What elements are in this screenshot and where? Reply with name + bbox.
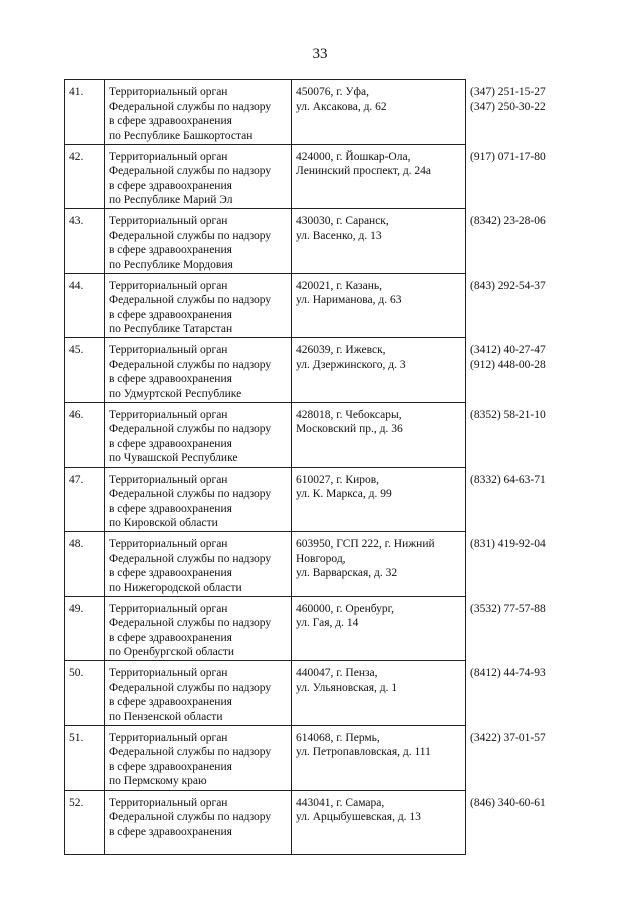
organization-line: Федеральной службы по надзору bbox=[109, 423, 272, 436]
table-row: 52. Территориальный орган Федеральной службы по надзору в сфере здравоохранения 443041, г. Самара, ул. Арцыбушевская, д. 13 (846) 340-60-61 bbox=[65, 790, 466, 855]
address-cell bbox=[292, 532, 466, 597]
organization-line: Территориальный орган bbox=[109, 215, 228, 228]
address-line: 440047, г. Пенза, bbox=[296, 667, 378, 680]
address-cell bbox=[292, 661, 466, 726]
organization-cell bbox=[105, 596, 292, 661]
address-line: 428018, г. Чебоксары, bbox=[296, 408, 402, 421]
organization-cell bbox=[105, 144, 292, 209]
row-number: 46. bbox=[65, 402, 105, 467]
organization-line: Федеральной службы по надзору bbox=[109, 358, 272, 371]
organization-line: по Кировской области bbox=[109, 517, 218, 530]
address-cell bbox=[292, 144, 466, 209]
address-line: ул. Васенко, д. 13 bbox=[296, 229, 382, 242]
organization-line: Территориальный орган bbox=[109, 731, 228, 744]
address-cell bbox=[292, 80, 466, 145]
table-row: 44. Территориальный орган Федеральной службы по надзору в сфере здравоохранения по Республике Татарстан 420021, г. Казань, ул. Нариманова, д. 63 (843) 292-54-37 bbox=[65, 273, 466, 338]
address-line: 420021, г. Казань, bbox=[296, 279, 382, 292]
address-line: ул. Дзержинского, д. 3 bbox=[296, 358, 406, 371]
organization-line: Федеральной службы по надзору bbox=[109, 746, 272, 759]
organization-line: Территориальный орган bbox=[109, 344, 228, 357]
table-row: 42. Территориальный орган Федеральной службы по надзору в сфере здравоохранения по Республике Марий Эл 424000, г. Йошкар-Ола, Ленинский проспект, д. 24а (917) 071-17-80 bbox=[65, 144, 466, 209]
organization-line: Федеральной службы по надзору bbox=[109, 100, 272, 113]
organization-line: в сфере здравоохранения bbox=[109, 308, 232, 321]
address-line: 443041, г. Самара, bbox=[296, 796, 385, 809]
address-line: 426039, г. Ижевск, bbox=[296, 344, 386, 357]
address-line: Новгород, bbox=[296, 552, 346, 565]
organization-cell bbox=[105, 790, 292, 855]
row-number: 51. bbox=[65, 725, 105, 790]
organization-line: Территориальный орган bbox=[109, 150, 228, 163]
row-number: 41. bbox=[65, 80, 105, 145]
organization-line: Федеральной службы по надзору bbox=[109, 617, 272, 630]
row-number: 50. bbox=[65, 661, 105, 726]
address-cell bbox=[292, 273, 466, 338]
address-line: 603950, ГСП 222, г. Нижний bbox=[296, 538, 435, 551]
organization-line: в сфере здравоохранения bbox=[109, 244, 232, 257]
address-cell bbox=[292, 467, 466, 532]
row-number: 45. bbox=[65, 338, 105, 403]
address-cell bbox=[292, 725, 466, 790]
table-row: 46. Территориальный орган Федеральной службы по надзору в сфере здравоохранения по Чувашской Республике 428018, г. Чебоксары, Московский пр., д. 36 (8352) 58-21-10 bbox=[65, 402, 466, 467]
territorial-bodies-table bbox=[64, 79, 546, 855]
organization-line: в сфере здравоохранения bbox=[109, 179, 232, 192]
address-line: 430030, г. Саранск, bbox=[296, 215, 389, 228]
organization-cell bbox=[105, 661, 292, 726]
organization-line: по Удмуртской Республике bbox=[109, 387, 242, 400]
address-line: ул. Нариманова, д. 63 bbox=[296, 294, 402, 307]
table-row: 43. Территориальный орган Федеральной службы по надзору в сфере здравоохранения по Республике Мордовия 430030, г. Саранск, ул. Васенко, д. 13 (8342) 23-28-06 bbox=[65, 209, 466, 274]
address-line: 614068, г. Пермь, bbox=[296, 731, 380, 744]
organization-line: в сфере здравоохранения bbox=[109, 696, 232, 709]
row-number: 47. bbox=[65, 467, 105, 532]
table-body bbox=[65, 80, 546, 855]
page-number: 33 bbox=[312, 46, 328, 62]
address-line: Московский пр., д. 36 bbox=[296, 423, 403, 436]
organization-line: Территориальный орган bbox=[109, 279, 228, 292]
address-line: 610027, г. Киров, bbox=[296, 473, 380, 486]
address-cell bbox=[292, 402, 466, 467]
row-number: 49. bbox=[65, 596, 105, 661]
address-line: 460000, г. Оренбург, bbox=[296, 602, 394, 615]
organization-cell bbox=[105, 532, 292, 597]
organization-line: Федеральной службы по надзору bbox=[109, 165, 272, 178]
address-line: ул. Петропавловская, д. 111 bbox=[296, 746, 431, 759]
organization-line: по Чувашской Республике bbox=[109, 452, 238, 465]
organization-line: в сфере здравоохранения bbox=[109, 631, 232, 644]
organization-line: Территориальный орган bbox=[109, 667, 228, 680]
organization-line: по Оренбургской области bbox=[109, 646, 235, 659]
address-cell bbox=[292, 209, 466, 274]
address-line: Ленинский проспект, д. 24а bbox=[296, 165, 432, 178]
organization-line: Федеральной службы по надзору bbox=[109, 294, 272, 307]
row-number: 43. bbox=[65, 209, 105, 274]
row-number: 52. bbox=[65, 790, 105, 855]
organization-line: Территориальный орган bbox=[109, 86, 228, 98]
organization-cell bbox=[105, 338, 292, 403]
organization-cell bbox=[105, 725, 292, 790]
organization-line: Федеральной службы по надзору bbox=[109, 488, 272, 501]
organization-line: по Нижегородской области bbox=[109, 581, 242, 594]
organization-line: Территориальный орган bbox=[109, 538, 228, 551]
organization-line: по Пензенской области bbox=[109, 710, 223, 723]
table-row: 47. Территориальный орган Федеральной службы по надзору в сфере здравоохранения по Кировской области 610027, г. Киров, ул. К. Маркса, д. 99 (8332) 64-63-71 bbox=[65, 467, 466, 532]
address-line: ул. Ульяновская, д. 1 bbox=[296, 681, 398, 694]
organization-line: в сфере здравоохранения bbox=[109, 437, 232, 450]
address-line: ул. Гая, д. 14 bbox=[296, 617, 359, 630]
organization-line: Федеральной службы по надзору bbox=[109, 229, 272, 242]
address-cell bbox=[292, 790, 466, 855]
organization-line: в сфере здравоохранения bbox=[109, 760, 232, 773]
organization-line: Федеральной службы по надзору bbox=[109, 681, 272, 694]
address-line: ул. Аксакова, д. 62 bbox=[296, 100, 387, 113]
organization-line: по Республике Башкортостан bbox=[109, 129, 253, 142]
organization-cell bbox=[105, 80, 292, 145]
address-line: ул. Арцыбушевская, д. 13 bbox=[296, 811, 421, 824]
organization-line: в сфере здравоохранения bbox=[109, 373, 232, 386]
organization-line: Территориальный орган bbox=[109, 796, 228, 809]
table-row: 51. Территориальный орган Федеральной службы по надзору в сфере здравоохранения по Пермскому краю 614068, г. Пермь, ул. Петропавловская, д. 111 (3422) 37-01-57 bbox=[65, 725, 466, 790]
table-row: 41. Территориальный орган Федеральной службы по надзору в сфере здравоохранения по Республике Башкортостан 450076, г. Уфа, ул. Аксакова, д. 62 (347) 251-15-27 (347) 250-30-22 bbox=[65, 80, 466, 145]
organization-line: в сфере здравоохранения bbox=[109, 567, 232, 580]
organization-line: в сфере здравоохранения bbox=[109, 115, 232, 127]
address-cell bbox=[292, 596, 466, 661]
organization-line: Федеральной службы по надзору bbox=[109, 811, 272, 824]
table-row: 48. Территориальный орган Федеральной службы по надзору в сфере здравоохранения по Нижегородской области 603950, ГСП 222, г. Нижний Новгород, ул. Варварская, д. 32 (831) 419-92-04 bbox=[65, 532, 466, 597]
organization-cell bbox=[105, 209, 292, 274]
organization-line: Территориальный орган bbox=[109, 602, 228, 615]
row-number: 48. bbox=[65, 532, 105, 597]
organization-line: по Пермскому краю bbox=[109, 775, 207, 788]
organization-line: Территориальный орган bbox=[109, 473, 228, 486]
organization-cell bbox=[105, 467, 292, 532]
organization-cell bbox=[105, 273, 292, 338]
row-number: 44. bbox=[65, 273, 105, 338]
organization-line: по Республике Марий Эл bbox=[109, 194, 233, 207]
row-number: 42. bbox=[65, 144, 105, 209]
organization-cell bbox=[105, 402, 292, 467]
table-row: 49. Территориальный орган Федеральной службы по надзору в сфере здравоохранения по Оренбургской области 460000, г. Оренбург, ул. Гая, д. 14 (3532) 77-57-88 bbox=[65, 596, 466, 661]
address-line: 450076, г. Уфа, bbox=[296, 86, 369, 98]
address-line: 424000, г. Йошкар-Ола, bbox=[296, 150, 411, 163]
address-line: ул. К. Маркса, д. 99 bbox=[296, 488, 392, 501]
organization-line: по Республике Мордовия bbox=[109, 258, 233, 271]
organization-line: в сфере здравоохранения bbox=[109, 825, 232, 838]
address-cell bbox=[292, 338, 466, 403]
organization-line: Территориальный орган bbox=[109, 408, 228, 421]
organization-line: Федеральной службы по надзору bbox=[109, 552, 272, 565]
table-row: 50. Территориальный орган Федеральной службы по надзору в сфере здравоохранения по Пензенской области 440047, г. Пенза, ул. Ульяновская, д. 1 (8412) 44-74-93 bbox=[65, 661, 466, 726]
organization-line: в сфере здравоохранения bbox=[109, 502, 232, 515]
table-row: 45. Территориальный орган Федеральной службы по надзору в сфере здравоохранения по Удмуртской Республике 426039, г. Ижевск, ул. Дзержинского, д. 3 (3412) 40-27-47 (912) 448-00-28 bbox=[65, 338, 466, 403]
address-line: ул. Варварская, д. 32 bbox=[296, 567, 398, 580]
organization-line: по Республике Татарстан bbox=[109, 323, 233, 336]
